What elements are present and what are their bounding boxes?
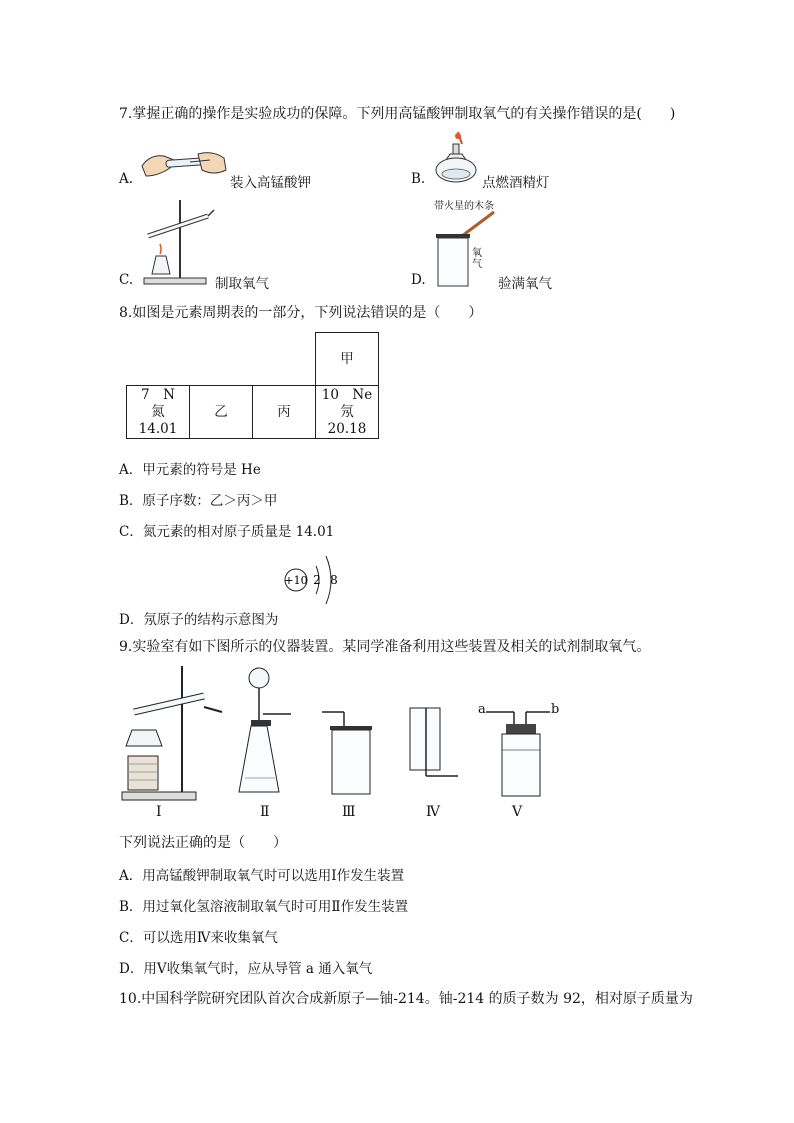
apparatus-label-i: Ⅰ — [156, 804, 162, 820]
apparatus-v — [486, 704, 556, 800]
apparatus-label-iii: Ⅲ — [342, 804, 356, 820]
nucleus-charge: +10 — [284, 574, 308, 587]
q9-question: 下列说法正确的是（ ） — [119, 835, 287, 851]
heating-apparatus-illustration — [138, 196, 216, 288]
shell2-electrons: 8 — [330, 573, 338, 587]
atom-structure-diagram — [282, 546, 348, 610]
q9-option-c: C．可以选用Ⅳ来收集氧气 — [119, 930, 278, 946]
q9-stem: 9.实验室有如下图所示的仪器装置。某同学准备利用这些装置及相关的试剂制取氧气。 — [119, 639, 651, 655]
q7-option-a-letter: A. — [119, 171, 134, 187]
apparatus-iii — [318, 700, 378, 798]
element-cell-yi: 乙 — [190, 386, 253, 439]
q7-option-d-bottle-text: 氧气 — [472, 248, 482, 270]
q9-option-d: D．用Ⅴ收集氧气时，应从导管 a 通入氧气 — [119, 961, 373, 977]
q7-option-d-text: 验满氧气 — [498, 276, 552, 292]
q8-option-d: D．氖原子的结构示意图为 — [119, 612, 279, 628]
element-cell-neon: 10 Ne 氖 20.18 — [316, 386, 379, 439]
q9-option-b: B．用过氧化氢溶液制取氧气时可用Ⅱ作发生装置 — [119, 899, 409, 915]
q7-option-c-letter: C. — [119, 272, 134, 288]
alcohol-lamp-illustration — [432, 130, 480, 186]
apparatus-label-ii: Ⅱ — [260, 804, 270, 820]
q7-option-b-letter: B. — [411, 171, 426, 187]
q7-stem: 7.掌握正确的操作是实验成功的保障。下列用高锰酸钾制取氧气的有关操作错误的是( ) — [119, 106, 676, 122]
q7-option-c-text: 制取氧气 — [215, 276, 269, 292]
q7-option-a-text: 装入高锰酸钾 — [230, 175, 311, 191]
apparatus-label-iv: Ⅳ — [426, 804, 440, 820]
q8-option-b: B．原子序数：乙＞丙＞甲 — [119, 493, 278, 509]
apparatus-iv — [404, 704, 464, 794]
apparatus-label-v: Ⅴ — [512, 804, 523, 820]
tube-a-label: a — [478, 702, 486, 717]
shell1-electrons: 2 — [313, 573, 321, 587]
q7-option-b-text: 点燃酒精灯 — [482, 175, 550, 191]
tube-b-label: b — [551, 702, 560, 717]
q8-option-c: C．氮元素的相对原子质量是 14.01 — [119, 524, 335, 540]
oxygen-test-illustration — [432, 210, 502, 290]
q7-option-d-caption: 带火星的木条 — [434, 201, 494, 212]
element-cell-jia: 甲 — [316, 333, 379, 386]
element-cell-nitrogen: 7 N 氮 14.01 — [127, 386, 190, 439]
q8-stem: 8.如图是元素周期表的一部分，下列说法错误的是（ ） — [119, 305, 483, 321]
q9-option-a: A．用高锰酸钾制取氧气时可以选用Ⅰ作发生装置 — [119, 868, 405, 884]
q7-option-d-letter: D. — [411, 272, 426, 288]
element-cell-bing: 丙 — [253, 386, 316, 439]
load-powder-illustration — [140, 146, 230, 184]
q10-stem: 10.中国科学院研究团队首次合成新原子—铀-214。铀-214 的质子数为 92，相对原子质量为 — [119, 991, 693, 1007]
periodic-table-fragment — [126, 332, 379, 439]
q8-option-a: A．甲元素的符号是 He — [119, 462, 261, 478]
apparatus-ii — [235, 664, 295, 802]
apparatus-i — [118, 660, 228, 802]
